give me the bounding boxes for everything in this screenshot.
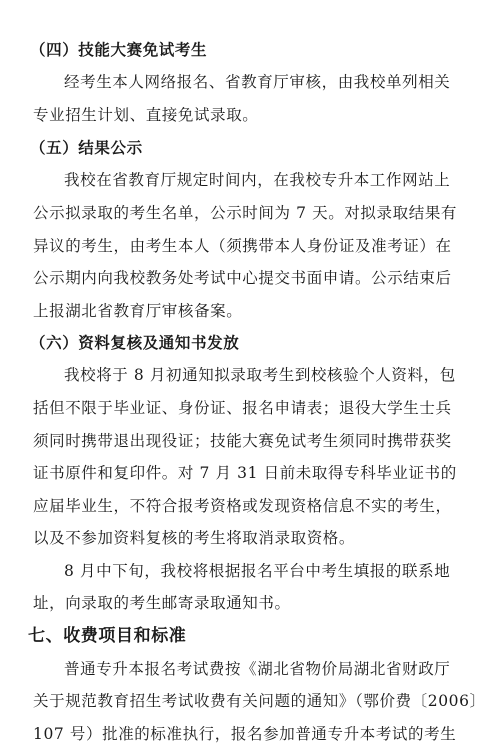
paragraph-line: 8 月中下旬，我校将根据报名平台中考生填报的联系地 bbox=[64, 562, 451, 580]
paragraph-line: 异议的考生，由考生本人（须携带本人身份证及准考证）在 bbox=[33, 237, 452, 255]
section-heading-4: （四）技能大赛免试考生 bbox=[30, 40, 208, 59]
paragraph-line: 107 号）批准的标准执行，报名参加普通专升本考试的考生 bbox=[33, 725, 457, 743]
section-heading-5: （五）结果公示 bbox=[30, 138, 143, 157]
paragraph-line: 专业招生计划、直接免试录取。 bbox=[33, 106, 259, 124]
paragraph-line: 须同时携带退出现役证；技能大赛免试考生须同时携带获奖 bbox=[33, 432, 452, 450]
paragraph-line: 普通专升本报名考试费按《湖北省物价局湖北省财政厅 bbox=[64, 660, 451, 678]
paragraph-line: 以及不参加资料复核的考生将取消录取资格。 bbox=[33, 529, 356, 547]
section-heading-7: 七、收费项目和标准 bbox=[28, 626, 187, 646]
paragraph-line: 址，向录取的考生邮寄录取通知书。 bbox=[33, 594, 291, 612]
paragraph-line: 经考生本人网络报名、省教育厅审核，由我校单列相关 bbox=[64, 73, 451, 91]
paragraph-line: 关于规范教育招生考试收费有关问题的通知》（鄂价费〔2006〕 bbox=[33, 692, 486, 710]
paragraph-line: 我校将于 8 月初通知拟录取考生到校核验个人资料，包 bbox=[64, 366, 456, 384]
section-heading-6: （六）资料复核及通知书发放 bbox=[30, 333, 240, 352]
paragraph-line: 括但不限于毕业证、身份证、报名申请表；退役大学生士兵 bbox=[33, 399, 452, 417]
paragraph-line: 证书原件和复印件。对 7 月 31 日前未取得专科毕业证书的 bbox=[33, 464, 457, 482]
paragraph-line: 我校在省教育厅规定时间内，在我校专升本工作网站上 bbox=[64, 171, 451, 189]
paragraph-line: 应届毕业生，不符合报考资格或发现资格信息不实的考生， bbox=[33, 497, 452, 515]
paragraph-line: 公示拟录取的考生名单，公示时间为 7 天。对拟录取结果有 bbox=[33, 204, 458, 222]
paragraph-line: 上报湖北省教育厅审核备案。 bbox=[33, 302, 243, 320]
paragraph-line: 公示期内向我校教务处考试中心提交书面申请。公示结束后 bbox=[33, 269, 452, 287]
